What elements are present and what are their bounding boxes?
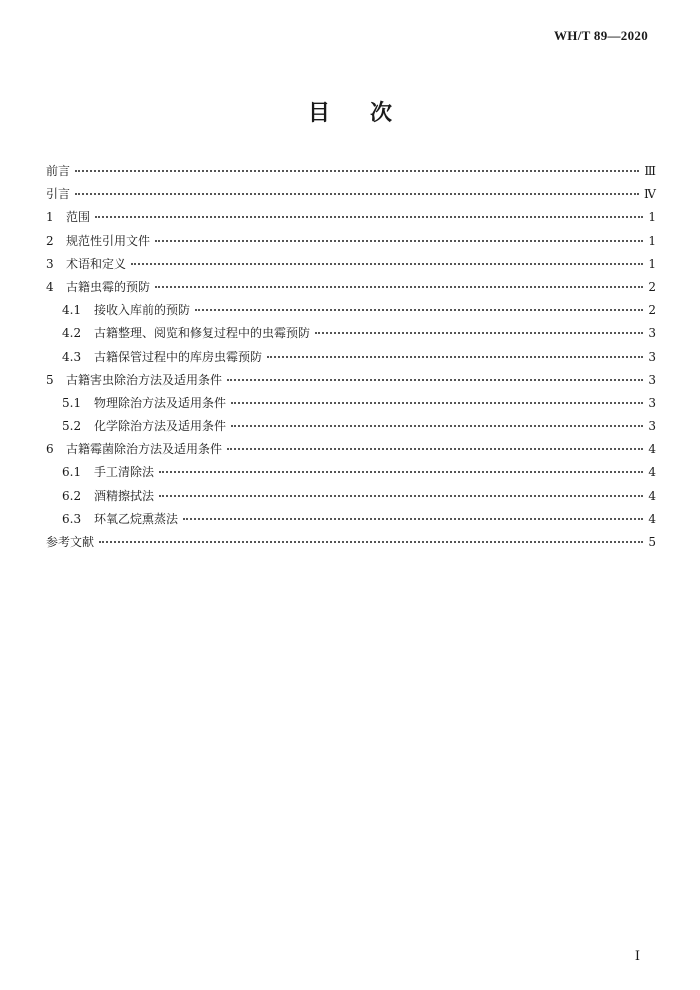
toc-entry-number: 2 [46, 233, 54, 248]
toc-entry-page: 4 [648, 511, 656, 526]
dot-leader [99, 540, 643, 543]
dot-leader [95, 215, 643, 218]
toc-entry-page: 3 [648, 395, 656, 410]
toc-entry-label: 古籍保管过程中的库房虫霉预防 [94, 349, 263, 364]
toc-entry-label: 前言 [46, 164, 71, 178]
toc-entry-page: 2 [648, 303, 656, 318]
dot-leader [159, 494, 643, 497]
toc-entry-number: 3 [46, 256, 54, 271]
toc-entry-label: 化学除治方法及适用条件 [94, 419, 227, 434]
document-code: WH/T 89—2020 [553, 28, 648, 43]
toc-entry-page: 5 [648, 535, 656, 549]
toc-entry-page: 1 [648, 233, 656, 248]
toc-entry[interactable] [46, 324, 656, 347]
dot-leader [227, 447, 643, 450]
toc-entry-number: 6 [46, 442, 54, 457]
dot-leader [231, 424, 643, 427]
dot-leader [155, 285, 643, 288]
toc-entry-label: 规范性引用文件 [66, 233, 151, 248]
toc-entry-number: 6.3 [62, 511, 82, 526]
title-char-2: 次 [370, 100, 393, 126]
dot-leader [267, 355, 643, 358]
table-of-contents [46, 162, 656, 556]
dot-leader [315, 331, 643, 334]
toc-entry[interactable] [46, 463, 656, 486]
toc-entry-page: 4 [648, 488, 656, 503]
toc-entry-label: 引言 [46, 187, 71, 202]
toc-entry-label: 参考文献 [46, 535, 95, 549]
toc-entry-label: 环氧乙烷熏蒸法 [94, 511, 179, 526]
toc-entry-page: 3 [648, 419, 656, 434]
toc-entry-number: 4 [46, 279, 54, 294]
toc-entry-page: 3 [648, 326, 656, 341]
toc-entry-number: 5.2 [62, 419, 82, 434]
toc-entry-page: 4 [648, 442, 656, 457]
dot-leader [155, 239, 643, 242]
toc-entry[interactable] [46, 487, 656, 510]
toc-entry[interactable] [46, 394, 656, 417]
toc-entry-number: 4.1 [62, 303, 82, 318]
dot-leader [195, 308, 643, 311]
toc-entry[interactable] [46, 255, 656, 278]
toc-entry[interactable] [46, 278, 656, 301]
toc-entry-number: 1 [46, 210, 54, 225]
title-char-1: 目 [307, 100, 330, 126]
toc-entry[interactable] [46, 417, 656, 440]
toc-entry-number: 4.3 [62, 349, 82, 364]
toc-entry-label: 手工清除法 [94, 465, 155, 480]
toc-entry-label: 酒精擦拭法 [94, 488, 155, 503]
toc-entry[interactable] [46, 440, 656, 463]
toc-entry-page: 3 [648, 349, 656, 364]
toc-entry[interactable] [46, 208, 656, 231]
toc-entry-page: 1 [648, 256, 656, 271]
dot-leader [231, 401, 643, 404]
toc-entry-number: 4.2 [62, 326, 82, 341]
dot-leader [75, 192, 639, 195]
toc-entry-page: Ⅲ [644, 164, 656, 178]
toc-entry-page: 4 [648, 465, 656, 480]
toc-entry[interactable] [46, 185, 656, 208]
footer-page-number: Ⅰ [634, 948, 640, 963]
toc-entry[interactable] [46, 348, 656, 371]
dot-leader [131, 262, 643, 265]
toc-entry-label: 术语和定义 [66, 256, 127, 271]
toc-entry-label: 古籍害虫除治方法及适用条件 [66, 372, 223, 387]
dot-leader [159, 470, 643, 473]
dot-leader [183, 517, 643, 520]
toc-entry-number: 5 [46, 372, 54, 387]
toc-entry-number: 5.1 [62, 395, 82, 410]
toc-entry-label: 范围 [66, 210, 91, 225]
toc-entry[interactable] [46, 371, 656, 394]
toc-entry[interactable] [46, 232, 656, 255]
page-title [0, 96, 700, 127]
toc-entry[interactable] [46, 301, 656, 324]
toc-entry[interactable] [46, 162, 656, 185]
toc-entry-page: 3 [648, 372, 656, 387]
toc-entry-label: 接收入库前的预防 [94, 303, 191, 318]
toc-entry-page: 2 [648, 279, 656, 294]
toc-entry-label: 古籍霉菌除治方法及适用条件 [66, 442, 223, 457]
toc-entry-number: 6.2 [62, 488, 82, 503]
toc-entry-page: Ⅳ [644, 187, 656, 202]
toc-entry-page: 1 [648, 210, 656, 225]
toc-entry[interactable] [46, 533, 656, 556]
toc-entry-label: 古籍整理、阅览和修复过程中的虫霉预防 [94, 326, 311, 341]
toc-entry-number: 6.1 [62, 465, 82, 480]
toc-entry[interactable] [46, 510, 656, 533]
dot-leader [227, 378, 643, 381]
toc-entry-label: 物理除治方法及适用条件 [94, 395, 227, 410]
dot-leader [75, 169, 639, 172]
toc-entry-label: 古籍虫霉的预防 [66, 279, 151, 294]
